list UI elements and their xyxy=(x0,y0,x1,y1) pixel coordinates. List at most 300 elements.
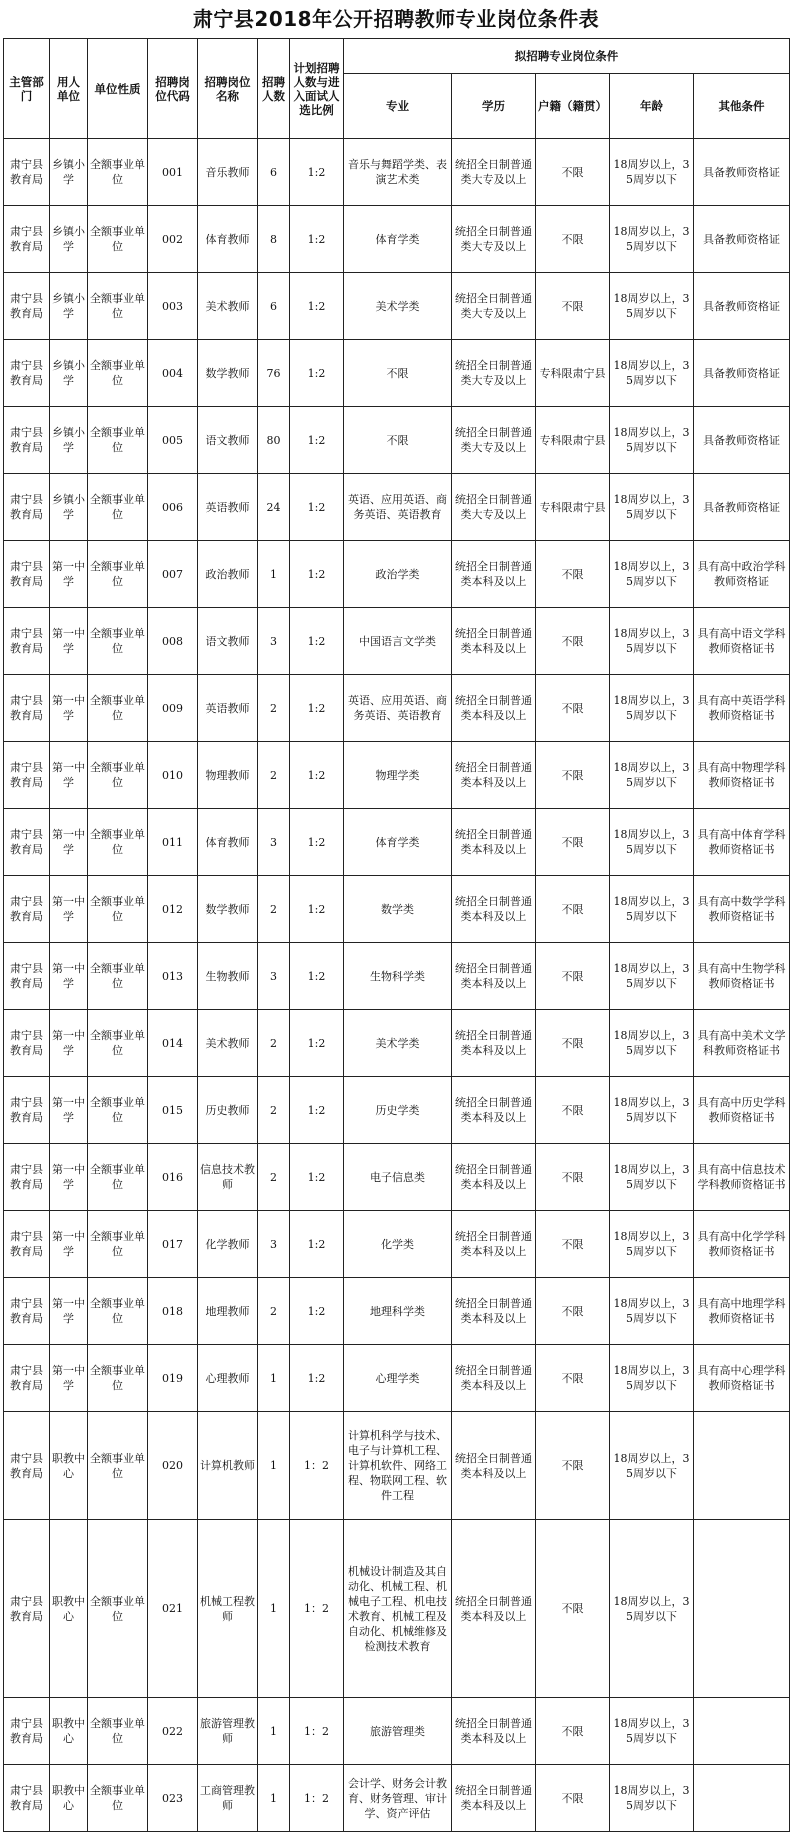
cell-other: 具备教师资格证 xyxy=(694,273,790,340)
cell-code: 006 xyxy=(148,474,198,541)
cell-hukou: 不限 xyxy=(536,273,610,340)
cell-post: 英语教师 xyxy=(198,474,258,541)
cell-code: 012 xyxy=(148,876,198,943)
cell-count: 24 xyxy=(258,474,290,541)
cell-other: 具有高中物理学科教师资格证书 xyxy=(694,742,790,809)
cell-education: 统招全日制普通类本科及以上 xyxy=(452,742,536,809)
cell-education: 统招全日制普通类本科及以上 xyxy=(452,1211,536,1278)
cell-dept: 肃宁县教育局 xyxy=(4,340,50,407)
cell-code: 018 xyxy=(148,1278,198,1345)
cell-nature: 全额事业单位 xyxy=(88,1278,148,1345)
table-row xyxy=(4,1211,790,1278)
cell-hukou: 不限 xyxy=(536,809,610,876)
cell-age: 18周岁以上，35周岁以下 xyxy=(610,1765,694,1832)
cell-post: 信息技术教师 xyxy=(198,1144,258,1211)
cell-nature: 全额事业单位 xyxy=(88,809,148,876)
cell-other: 具有高中语文学科教师资格证书 xyxy=(694,608,790,675)
cell-other: 具备教师资格证 xyxy=(694,474,790,541)
cell-code: 017 xyxy=(148,1211,198,1278)
header-education: 学历 xyxy=(452,74,536,139)
header-unit: 用人单位 xyxy=(50,39,88,139)
cell-major: 数学类 xyxy=(344,876,452,943)
cell-code: 019 xyxy=(148,1345,198,1412)
cell-other xyxy=(694,1412,790,1520)
cell-nature: 全额事业单位 xyxy=(88,1520,148,1698)
table-row xyxy=(4,675,790,742)
cell-dept: 肃宁县教育局 xyxy=(4,1077,50,1144)
cell-unit: 职教中心 xyxy=(50,1520,88,1698)
cell-ratio: 1:2 xyxy=(290,1278,344,1345)
table-row xyxy=(4,541,790,608)
table-row xyxy=(4,1278,790,1345)
table-row xyxy=(4,474,790,541)
cell-education: 统招全日制普通类大专及以上 xyxy=(452,474,536,541)
cell-hukou: 不限 xyxy=(536,1412,610,1520)
cell-post: 体育教师 xyxy=(198,206,258,273)
cell-ratio: 1:2 xyxy=(290,675,344,742)
cell-hukou: 不限 xyxy=(536,1698,610,1765)
cell-count: 1 xyxy=(258,541,290,608)
cell-unit: 第一中学 xyxy=(50,608,88,675)
cell-education: 统招全日制普通类本科及以上 xyxy=(452,943,536,1010)
cell-other: 具有高中体育学科教师资格证书 xyxy=(694,809,790,876)
cell-age: 18周岁以上，35周岁以下 xyxy=(610,1345,694,1412)
cell-hukou: 不限 xyxy=(536,1765,610,1832)
cell-count: 1 xyxy=(258,1520,290,1698)
cell-age: 18周岁以上，35周岁以下 xyxy=(610,943,694,1010)
cell-unit: 第一中学 xyxy=(50,1010,88,1077)
table-row xyxy=(4,1520,790,1698)
cell-other xyxy=(694,1520,790,1698)
cell-hukou: 不限 xyxy=(536,1077,610,1144)
cell-ratio: 1:2 xyxy=(290,407,344,474)
cell-unit: 第一中学 xyxy=(50,742,88,809)
cell-count: 2 xyxy=(258,1144,290,1211)
cell-nature: 全额事业单位 xyxy=(88,1765,148,1832)
cell-dept: 肃宁县教育局 xyxy=(4,608,50,675)
cell-ratio: 1：2 xyxy=(290,1765,344,1832)
cell-other: 具有高中历史学科教师资格证书 xyxy=(694,1077,790,1144)
cell-major: 地理科学类 xyxy=(344,1278,452,1345)
cell-nature: 全额事业单位 xyxy=(88,407,148,474)
cell-count: 1 xyxy=(258,1698,290,1765)
header-count: 招聘人数 xyxy=(258,39,290,139)
cell-education: 统招全日制普通类本科及以上 xyxy=(452,876,536,943)
cell-dept: 肃宁县教育局 xyxy=(4,1765,50,1832)
cell-education: 统招全日制普通类大专及以上 xyxy=(452,206,536,273)
cell-age: 18周岁以上，35周岁以下 xyxy=(610,1520,694,1698)
cell-ratio: 1:2 xyxy=(290,608,344,675)
cell-ratio: 1:2 xyxy=(290,809,344,876)
cell-post: 生物教师 xyxy=(198,943,258,1010)
cell-code: 014 xyxy=(148,1010,198,1077)
cell-unit: 第一中学 xyxy=(50,943,88,1010)
cell-ratio: 1:2 xyxy=(290,1010,344,1077)
cell-count: 3 xyxy=(258,943,290,1010)
cell-count: 6 xyxy=(258,139,290,206)
cell-dept: 肃宁县教育局 xyxy=(4,809,50,876)
cell-major: 不限 xyxy=(344,340,452,407)
cell-age: 18周岁以上，35周岁以下 xyxy=(610,1010,694,1077)
cell-hukou: 不限 xyxy=(536,675,610,742)
table-row xyxy=(4,340,790,407)
table-row xyxy=(4,1144,790,1211)
header-hukou: 户籍（籍贯） xyxy=(536,74,610,139)
cell-other: 具备教师资格证 xyxy=(694,139,790,206)
table-body xyxy=(4,139,790,1832)
cell-count: 1 xyxy=(258,1765,290,1832)
cell-unit: 第一中学 xyxy=(50,1345,88,1412)
cell-education: 统招全日制普通类大专及以上 xyxy=(452,273,536,340)
cell-other: 具有高中心理学科教师资格证书 xyxy=(694,1345,790,1412)
table-row xyxy=(4,1698,790,1765)
header-age: 年龄 xyxy=(610,74,694,139)
cell-nature: 全额事业单位 xyxy=(88,876,148,943)
cell-code: 013 xyxy=(148,943,198,1010)
cell-other: 具备教师资格证 xyxy=(694,206,790,273)
cell-education: 统招全日制普通类本科及以上 xyxy=(452,608,536,675)
cell-unit: 第一中学 xyxy=(50,1144,88,1211)
cell-dept: 肃宁县教育局 xyxy=(4,1211,50,1278)
cell-unit: 乡镇小学 xyxy=(50,474,88,541)
cell-major: 美术学类 xyxy=(344,273,452,340)
cell-post: 政治教师 xyxy=(198,541,258,608)
cell-age: 18周岁以上，35周岁以下 xyxy=(610,809,694,876)
cell-unit: 职教中心 xyxy=(50,1412,88,1520)
cell-code: 003 xyxy=(148,273,198,340)
cell-hukou: 不限 xyxy=(536,608,610,675)
table-row xyxy=(4,876,790,943)
header-major: 专业 xyxy=(344,74,452,139)
cell-nature: 全额事业单位 xyxy=(88,1144,148,1211)
cell-major: 化学类 xyxy=(344,1211,452,1278)
cell-dept: 肃宁县教育局 xyxy=(4,407,50,474)
cell-age: 18周岁以上，35周岁以下 xyxy=(610,1412,694,1520)
cell-dept: 肃宁县教育局 xyxy=(4,206,50,273)
cell-major: 电子信息类 xyxy=(344,1144,452,1211)
cell-ratio: 1:2 xyxy=(290,139,344,206)
cell-post: 数学教师 xyxy=(198,340,258,407)
cell-other xyxy=(694,1765,790,1832)
cell-nature: 全额事业单位 xyxy=(88,608,148,675)
page-title: 肃宁县2018年公开招聘教师专业岗位条件表 xyxy=(192,7,600,31)
cell-post: 旅游管理教师 xyxy=(198,1698,258,1765)
cell-post: 美术教师 xyxy=(198,273,258,340)
cell-ratio: 1：2 xyxy=(290,1698,344,1765)
cell-other: 具有高中美术文学科教师资格证书 xyxy=(694,1010,790,1077)
cell-code: 005 xyxy=(148,407,198,474)
cell-other: 具有高中地理学科教师资格证书 xyxy=(694,1278,790,1345)
cell-dept: 肃宁县教育局 xyxy=(4,1520,50,1698)
cell-count: 76 xyxy=(258,340,290,407)
cell-count: 1 xyxy=(258,1345,290,1412)
cell-other: 具有高中化学学科教师资格证书 xyxy=(694,1211,790,1278)
cell-hukou: 不限 xyxy=(536,1278,610,1345)
cell-age: 18周岁以上，35周岁以下 xyxy=(610,474,694,541)
cell-age: 18周岁以上，35周岁以下 xyxy=(610,1144,694,1211)
cell-nature: 全额事业单位 xyxy=(88,541,148,608)
cell-hukou: 不限 xyxy=(536,943,610,1010)
cell-major: 美术学类 xyxy=(344,1010,452,1077)
cell-hukou: 不限 xyxy=(536,541,610,608)
cell-age: 18周岁以上，35周岁以下 xyxy=(610,675,694,742)
cell-age: 18周岁以上，35周岁以下 xyxy=(610,608,694,675)
cell-major: 物理学类 xyxy=(344,742,452,809)
header-ratio: 计划招聘人数与进入面试人选比例 xyxy=(290,39,344,139)
cell-code: 021 xyxy=(148,1520,198,1698)
cell-count: 3 xyxy=(258,809,290,876)
cell-dept: 肃宁县教育局 xyxy=(4,742,50,809)
cell-nature: 全额事业单位 xyxy=(88,340,148,407)
cell-major: 英语、应用英语、商务英语、英语教育 xyxy=(344,474,452,541)
cell-code: 001 xyxy=(148,139,198,206)
header-nature: 单位性质 xyxy=(88,39,148,139)
cell-age: 18周岁以上，35周岁以下 xyxy=(610,1278,694,1345)
cell-count: 2 xyxy=(258,1278,290,1345)
cell-ratio: 1:2 xyxy=(290,340,344,407)
cell-nature: 全额事业单位 xyxy=(88,1412,148,1520)
header-other: 其他条件 xyxy=(694,74,790,139)
cell-hukou: 不限 xyxy=(536,1010,610,1077)
cell-code: 008 xyxy=(148,608,198,675)
cell-hukou: 专科限肃宁县 xyxy=(536,340,610,407)
cell-nature: 全额事业单位 xyxy=(88,1211,148,1278)
cell-education: 统招全日制普通类本科及以上 xyxy=(452,1077,536,1144)
cell-major: 机械设计制造及其自动化、机械工程、机械电子工程、机电技术教育、机械工程及自动化、机械维修及检测技术教育 xyxy=(344,1520,452,1698)
cell-dept: 肃宁县教育局 xyxy=(4,1412,50,1520)
cell-unit: 第一中学 xyxy=(50,675,88,742)
cell-dept: 肃宁县教育局 xyxy=(4,876,50,943)
cell-dept: 肃宁县教育局 xyxy=(4,1698,50,1765)
cell-ratio: 1：2 xyxy=(290,1520,344,1698)
table-row xyxy=(4,1010,790,1077)
cell-ratio: 1:2 xyxy=(290,541,344,608)
cell-hukou: 不限 xyxy=(536,1345,610,1412)
cell-education: 统招全日制普通类本科及以上 xyxy=(452,675,536,742)
table-row xyxy=(4,1765,790,1832)
cell-ratio: 1:2 xyxy=(290,273,344,340)
cell-post: 体育教师 xyxy=(198,809,258,876)
table-header xyxy=(4,39,790,139)
cell-nature: 全额事业单位 xyxy=(88,474,148,541)
cell-post: 心理教师 xyxy=(198,1345,258,1412)
cell-count: 3 xyxy=(258,608,290,675)
cell-education: 统招全日制普通类大专及以上 xyxy=(452,139,536,206)
cell-code: 007 xyxy=(148,541,198,608)
cell-age: 18周岁以上，35周岁以下 xyxy=(610,407,694,474)
cell-ratio: 1：2 xyxy=(290,1412,344,1520)
table-row xyxy=(4,742,790,809)
cell-count: 2 xyxy=(258,1077,290,1144)
cell-age: 18周岁以上，35周岁以下 xyxy=(610,1077,694,1144)
cell-other xyxy=(694,1698,790,1765)
cell-ratio: 1:2 xyxy=(290,1211,344,1278)
cell-code: 010 xyxy=(148,742,198,809)
cell-post: 英语教师 xyxy=(198,675,258,742)
cell-dept: 肃宁县教育局 xyxy=(4,675,50,742)
cell-hukou: 不限 xyxy=(536,1520,610,1698)
table-row xyxy=(4,139,790,206)
cell-post: 音乐教师 xyxy=(198,139,258,206)
cell-code: 002 xyxy=(148,206,198,273)
cell-major: 旅游管理类 xyxy=(344,1698,452,1765)
cell-nature: 全额事业单位 xyxy=(88,206,148,273)
cell-count: 2 xyxy=(258,876,290,943)
cell-nature: 全额事业单位 xyxy=(88,1345,148,1412)
cell-nature: 全额事业单位 xyxy=(88,139,148,206)
cell-other: 具有高中生物学科教师资格证书 xyxy=(694,943,790,1010)
cell-other: 具有高中政治学科教师资格证 xyxy=(694,541,790,608)
cell-code: 016 xyxy=(148,1144,198,1211)
cell-education: 统招全日制普通类本科及以上 xyxy=(452,541,536,608)
table-row xyxy=(4,809,790,876)
cell-education: 统招全日制普通类本科及以上 xyxy=(452,1278,536,1345)
cell-major: 计算机科学与技术、电子与计算机工程、计算机软件、网络工程、物联网工程、软件工程 xyxy=(344,1412,452,1520)
cell-age: 18周岁以上，35周岁以下 xyxy=(610,206,694,273)
cell-nature: 全额事业单位 xyxy=(88,1077,148,1144)
table-row xyxy=(4,943,790,1010)
cell-unit: 第一中学 xyxy=(50,809,88,876)
cell-post: 化学教师 xyxy=(198,1211,258,1278)
cell-dept: 肃宁县教育局 xyxy=(4,541,50,608)
cell-dept: 肃宁县教育局 xyxy=(4,474,50,541)
cell-code: 015 xyxy=(148,1077,198,1144)
cell-ratio: 1:2 xyxy=(290,943,344,1010)
table-row xyxy=(4,1077,790,1144)
cell-hukou: 专科限肃宁县 xyxy=(536,407,610,474)
cell-nature: 全额事业单位 xyxy=(88,675,148,742)
cell-unit: 第一中学 xyxy=(50,1077,88,1144)
cell-count: 1 xyxy=(258,1412,290,1520)
cell-other: 具有高中英语学科教师资格证书 xyxy=(694,675,790,742)
cell-education: 统招全日制普通类本科及以上 xyxy=(452,809,536,876)
cell-nature: 全额事业单位 xyxy=(88,943,148,1010)
header-dept: 主管部门 xyxy=(4,39,50,139)
cell-age: 18周岁以上，35周岁以下 xyxy=(610,1698,694,1765)
cell-age: 18周岁以上，35周岁以下 xyxy=(610,1211,694,1278)
table-row xyxy=(4,407,790,474)
cell-code: 020 xyxy=(148,1412,198,1520)
cell-count: 3 xyxy=(258,1211,290,1278)
cell-ratio: 1:2 xyxy=(290,474,344,541)
cell-dept: 肃宁县教育局 xyxy=(4,139,50,206)
cell-hukou: 不限 xyxy=(536,1211,610,1278)
cell-ratio: 1:2 xyxy=(290,876,344,943)
cell-major: 会计学、财务会计教育、财务管理、审计学、资产评估 xyxy=(344,1765,452,1832)
cell-age: 18周岁以上，35周岁以下 xyxy=(610,273,694,340)
cell-education: 统招全日制普通类本科及以上 xyxy=(452,1345,536,1412)
cell-count: 2 xyxy=(258,1010,290,1077)
cell-major: 体育学类 xyxy=(344,809,452,876)
cell-post: 机械工程教师 xyxy=(198,1520,258,1698)
cell-age: 18周岁以上，35周岁以下 xyxy=(610,139,694,206)
cell-other: 具备教师资格证 xyxy=(694,340,790,407)
cell-major: 生物科学类 xyxy=(344,943,452,1010)
cell-post: 物理教师 xyxy=(198,742,258,809)
cell-code: 011 xyxy=(148,809,198,876)
cell-count: 8 xyxy=(258,206,290,273)
cell-post: 计算机教师 xyxy=(198,1412,258,1520)
cell-education: 统招全日制普通类本科及以上 xyxy=(452,1412,536,1520)
cell-unit: 职教中心 xyxy=(50,1698,88,1765)
cell-major: 历史学类 xyxy=(344,1077,452,1144)
cell-unit: 乡镇小学 xyxy=(50,273,88,340)
cell-unit: 乡镇小学 xyxy=(50,139,88,206)
cell-dept: 肃宁县教育局 xyxy=(4,1144,50,1211)
cell-age: 18周岁以上，35周岁以下 xyxy=(610,876,694,943)
cell-hukou: 不限 xyxy=(536,206,610,273)
cell-code: 004 xyxy=(148,340,198,407)
cell-hukou: 不限 xyxy=(536,139,610,206)
cell-education: 统招全日制普通类大专及以上 xyxy=(452,407,536,474)
cell-count: 6 xyxy=(258,273,290,340)
cell-unit: 第一中学 xyxy=(50,1211,88,1278)
cell-ratio: 1:2 xyxy=(290,742,344,809)
cell-post: 地理教师 xyxy=(198,1278,258,1345)
cell-other: 具备教师资格证 xyxy=(694,407,790,474)
table-row xyxy=(4,608,790,675)
cell-unit: 第一中学 xyxy=(50,1278,88,1345)
cell-other: 具有高中数学学科教师资格证书 xyxy=(694,876,790,943)
cell-code: 022 xyxy=(148,1698,198,1765)
cell-unit: 乡镇小学 xyxy=(50,340,88,407)
recruitment-table xyxy=(3,38,790,1832)
cell-count: 2 xyxy=(258,742,290,809)
table-row xyxy=(4,206,790,273)
cell-post: 语文教师 xyxy=(198,407,258,474)
cell-major: 政治学类 xyxy=(344,541,452,608)
cell-education: 统招全日制普通类本科及以上 xyxy=(452,1765,536,1832)
cell-post: 数学教师 xyxy=(198,876,258,943)
cell-unit: 职教中心 xyxy=(50,1765,88,1832)
cell-dept: 肃宁县教育局 xyxy=(4,273,50,340)
cell-education: 统招全日制普通类本科及以上 xyxy=(452,1144,536,1211)
cell-nature: 全额事业单位 xyxy=(88,273,148,340)
cell-hukou: 不限 xyxy=(536,1144,610,1211)
header-post: 招聘岗位名称 xyxy=(198,39,258,139)
cell-nature: 全额事业单位 xyxy=(88,742,148,809)
cell-major: 不限 xyxy=(344,407,452,474)
cell-unit: 第一中学 xyxy=(50,876,88,943)
cell-post: 美术教师 xyxy=(198,1010,258,1077)
cell-dept: 肃宁县教育局 xyxy=(4,1010,50,1077)
cell-hukou: 专科限肃宁县 xyxy=(536,474,610,541)
table-row xyxy=(4,1412,790,1520)
cell-education: 统招全日制普通类本科及以上 xyxy=(452,1698,536,1765)
cell-code: 009 xyxy=(148,675,198,742)
cell-count: 2 xyxy=(258,675,290,742)
cell-post: 语文教师 xyxy=(198,608,258,675)
cell-major: 体育学类 xyxy=(344,206,452,273)
cell-count: 80 xyxy=(258,407,290,474)
table-row xyxy=(4,273,790,340)
cell-major: 中国语言文学类 xyxy=(344,608,452,675)
cell-age: 18周岁以上，35周岁以下 xyxy=(610,541,694,608)
cell-major: 音乐与舞蹈学类、表演艺术类 xyxy=(344,139,452,206)
cell-nature: 全额事业单位 xyxy=(88,1698,148,1765)
cell-age: 18周岁以上，35周岁以下 xyxy=(610,742,694,809)
cell-major: 心理学类 xyxy=(344,1345,452,1412)
table-row xyxy=(4,1345,790,1412)
cell-major: 英语、应用英语、商务英语、英语教育 xyxy=(344,675,452,742)
cell-dept: 肃宁县教育局 xyxy=(4,943,50,1010)
cell-ratio: 1:2 xyxy=(290,1144,344,1211)
cell-unit: 乡镇小学 xyxy=(50,407,88,474)
cell-ratio: 1:2 xyxy=(290,1077,344,1144)
cell-ratio: 1:2 xyxy=(290,1345,344,1412)
cell-post: 历史教师 xyxy=(198,1077,258,1144)
cell-hukou: 不限 xyxy=(536,876,610,943)
